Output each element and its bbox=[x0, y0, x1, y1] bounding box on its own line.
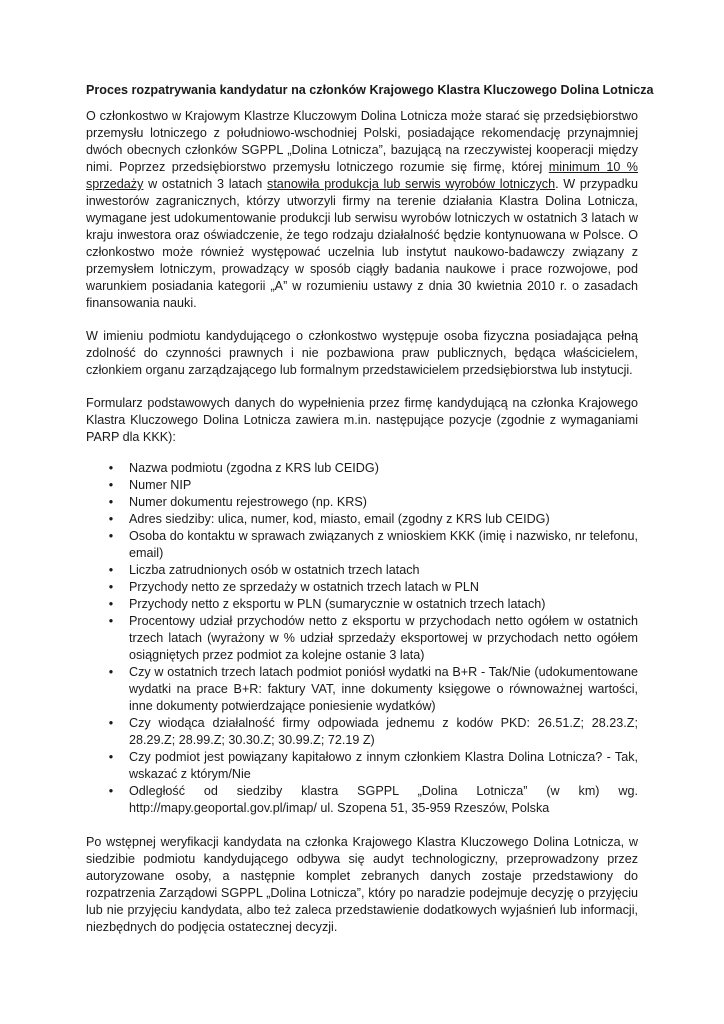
underlined-text-aviation-production: stanowiła produkcja lub serwis wyrobów lotniczych bbox=[267, 177, 556, 191]
list-item bbox=[86, 664, 638, 715]
document-title: Proces rozpatrywania kandydatur na członków Krajowego Klastra Kluczowego Dolina Lotnicza bbox=[86, 83, 654, 97]
paragraph-form-intro: Formularz podstawowych danych do wypełnienia przez firmę kandydującą na członka Krajowego Klastra Kluczowego Dolina Lotnicza zawiera m.in. następujące pozycje (zgodnie z wymaganiami PARP dla KKK): bbox=[86, 396, 638, 444]
list-item-text: Odległość od siedziby klastra SGPPL „Dolina Lotnicza” (w km) wg. http://mapy.geoportal.gov.pl/imap/ ul. Szopena 51, 35-959 Rzeszów, Polska bbox=[129, 784, 638, 815]
paragraph-text: . W przypadku inwestorów zagranicznych, którzy utworzyli firmy na terenie działania Klastra Dolina Lotnicza, wymagane jest udokumentowanie produkcji lub serwisu wyrobów lotniczych w ostatnich 3 latach w kraju inwestora oraz oświadczenie, że tego rodzaju działalność będzie kontynuowana w Polsce. O członkostwo może również występować uczelnia lub instytut naukowo-badawczy związany z przemysłem lotniczym, prowadzący w sposób ciągły badania naukowe i prace rozwojowe, pod warunkiem posiadania kategorii „A” w rozumieniu ustawy z dnia 30 kwietnia 2010 r. o zasadach finansowania nauki. bbox=[86, 177, 638, 310]
list-item bbox=[86, 783, 638, 817]
bullet-icon: • bbox=[108, 784, 114, 798]
list-item-text: Czy podmiot jest powiązany kapitałowo z innym członkiem Klastra Dolina Lotnicza? - Tak, wskazać z którym/Nie bbox=[129, 750, 638, 781]
bullet-icon: • bbox=[108, 716, 114, 730]
list-item-text: Adres siedziby: ulica, numer, kod, miasto, email (zgodny z KRS lub CEIDG) bbox=[129, 512, 550, 526]
list-item bbox=[86, 715, 638, 749]
bullet-icon: • bbox=[108, 461, 114, 475]
bullet-icon: • bbox=[108, 563, 114, 577]
bullet-icon: • bbox=[108, 478, 114, 492]
list-item bbox=[86, 494, 638, 511]
list-item bbox=[86, 511, 638, 528]
list-item bbox=[86, 562, 638, 579]
list-item-text: Czy w ostatnich trzech latach podmiot poniósł wydatki na B+R - Tak/Nie (udokumentowane wydatki na prace B+R: faktury VAT, inne dokumenty księgowe o równoważnej wartości, inne dokumenty potwierdzające poniesienie wydatków) bbox=[129, 665, 638, 713]
list-item-text: Nazwa podmiotu (zgodna z KRS lub CEIDG) bbox=[129, 461, 379, 475]
bullet-icon: • bbox=[108, 614, 114, 628]
document-page bbox=[86, 82, 654, 952]
bullet-icon: • bbox=[108, 665, 114, 679]
list-item bbox=[86, 460, 638, 477]
bullet-icon: • bbox=[108, 512, 114, 526]
list-item bbox=[86, 477, 638, 494]
list-item-text: Numer NIP bbox=[129, 478, 192, 492]
bullet-icon: • bbox=[108, 597, 114, 611]
list-item-text: Przychody netto ze sprzedaży w ostatnich trzech latach w PLN bbox=[129, 580, 479, 594]
list-item-text: Osoba do kontaktu w sprawach związanych z wnioskiem KKK (imię i nazwisko, nr telefonu, email) bbox=[129, 529, 638, 560]
list-item bbox=[86, 596, 638, 613]
paragraph-text: O członkostwo w Krajowym Klastrze Kluczowym Dolina Lotnicza może starać się przedsiębiorstwo przemysłu lotniczego z południowo-wschodniej Polski, posiadające rekomendację przynajmniej dwóch obecnych członków SGPPL „Dolina Lotnicza”, bazującą na rzeczywistej kooperacji między nimi. Poprzez przedsiębiorstwo przemysłu lotniczego rozumie się firmę, której bbox=[86, 109, 638, 174]
form-fields-list bbox=[86, 460, 638, 817]
list-item bbox=[86, 749, 638, 783]
list-item-text: Procentowy udział przychodów netto z eksportu w przychodach netto ogółem w ostatnich trzech latach (wyrażony w % udział sprzedaży eksportowej w przychodach netto ogółem osiągniętych przez podmiot za kolejne ostanie 3 lata) bbox=[129, 614, 638, 662]
paragraph-text: w ostatnich 3 latach bbox=[143, 177, 268, 191]
list-item bbox=[86, 613, 638, 664]
list-item-text: Liczba zatrudnionych osób w ostatnich trzech latach bbox=[129, 563, 420, 577]
list-item-text: Czy wiodąca działalność firmy odpowiada jednemu z kodów PKD: 26.51.Z; 28.23.Z; 28.29.Z; 28.99.Z; 30.30.Z; 30.99.Z; 72.19 Z) bbox=[129, 716, 638, 747]
bullet-icon: • bbox=[108, 495, 114, 509]
bullet-icon: • bbox=[108, 580, 114, 594]
bullet-icon: • bbox=[108, 529, 114, 543]
list-item bbox=[86, 579, 638, 596]
list-item-text: Numer dokumentu rejestrowego (np. KRS) bbox=[129, 495, 367, 509]
paragraph-verification-process: Po wstępnej weryfikacji kandydata na członka Krajowego Klastra Kluczowego Dolina Lotnicza, w siedzibie podmiotu kandydującego odbywa się audyt technologiczny, przeprowadzony przez autoryzowane osoby, a następnie komplet zebranych danych zostaje przedstawiony do rozpatrzenia Zarządowi SGPPL „Dolina Lotnicza”, który po naradzie podejmuje decyzję o przyjęciu lub nie przyjęciu kandydata, albo też zaleca przedstawienie dodatkowych wyjaśnień lub informacji, niezbędnych do podjęcia ostatecznej decyzji. bbox=[86, 835, 638, 934]
list-item-text: Przychody netto z eksportu w PLN (sumarycznie w ostatnich trzech latach) bbox=[129, 597, 546, 611]
paragraph-representative: W imieniu podmiotu kandydującego o członkostwo występuje osoba fizyczna posiadająca pełną zdolność do czynności prawnych i nie pozbawiona praw publicznych, będąca właścicielem, członkiem organu zarządzającego lub formalnym przedstawicielem przedsiębiorstwa lub instytucji. bbox=[86, 329, 638, 377]
spacer bbox=[86, 820, 638, 834]
underlined-text-min-sales: minimum 10 % sprzedaży bbox=[86, 160, 639, 191]
list-item bbox=[86, 528, 638, 562]
bullet-icon: • bbox=[108, 750, 114, 764]
paragraph-membership-eligibility bbox=[86, 108, 638, 312]
